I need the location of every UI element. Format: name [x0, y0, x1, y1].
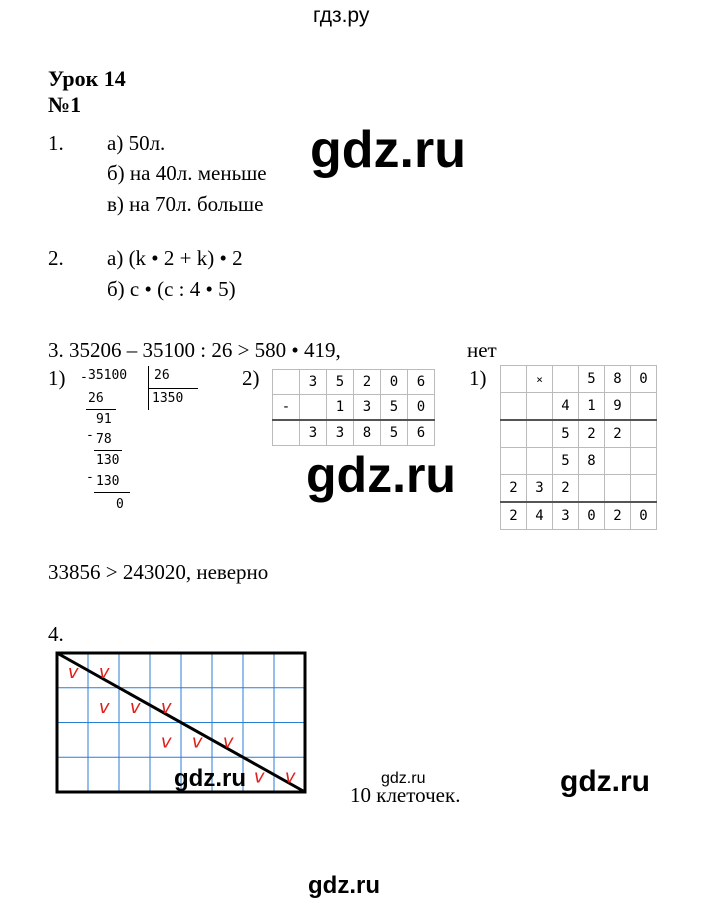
mult-row-4	[501, 448, 657, 475]
mult-row-1	[501, 366, 657, 393]
check-mark: v	[160, 731, 172, 753]
check-mark: v	[284, 766, 296, 788]
mult-cell: 4	[527, 502, 553, 530]
division-minus-3: -	[86, 470, 94, 485]
subtraction-row-2	[273, 395, 435, 421]
watermark-2: gdz.ru	[306, 447, 456, 503]
subtraction-grid	[272, 369, 435, 446]
sub-cell: 5	[327, 370, 354, 395]
watermark-footer: gdz.ru	[308, 872, 380, 899]
check-mark: v	[98, 662, 110, 684]
mult-cell: 5	[553, 448, 579, 475]
item4-number: 4.	[48, 622, 64, 646]
mult-cell: 3	[527, 475, 553, 503]
mult-cell: 8	[605, 366, 631, 393]
check-mark: v	[129, 696, 141, 718]
item3-answer: нет	[467, 338, 497, 362]
watermark-1: gdz.ru	[310, 121, 466, 179]
division-minus-1: -	[80, 370, 88, 385]
sub-cell	[300, 395, 327, 421]
mult-cell: 2	[605, 420, 631, 448]
division-minus-2: -	[86, 428, 94, 443]
mult-row-5	[501, 475, 657, 503]
item2-number: 2.	[48, 246, 64, 270]
step-label-1: 1)	[48, 366, 66, 390]
item1-a: а) 50л.	[107, 131, 166, 155]
step-label-2: 2)	[242, 366, 260, 390]
multiplication-grid	[500, 365, 657, 530]
sub-cell: 2	[354, 370, 381, 395]
sub-cell: -	[273, 395, 300, 421]
task-number: №1	[48, 92, 82, 117]
mult-cell	[605, 448, 631, 475]
sub-cell: 6	[408, 370, 435, 395]
mult-row-3	[501, 420, 657, 448]
mult-cell: 8	[579, 448, 605, 475]
check-mark: v	[222, 731, 234, 753]
watermark-4: gdz.ru	[560, 765, 650, 798]
check-mark: v	[160, 696, 172, 718]
mult-cell: 2	[501, 502, 527, 530]
mult-cell	[527, 448, 553, 475]
mult-cell: 2	[501, 475, 527, 503]
mult-cell	[501, 366, 527, 393]
mult-cell: 3	[553, 502, 579, 530]
sub-cell: 1	[327, 395, 354, 421]
check-mark: v	[67, 662, 79, 684]
check-mark: v	[191, 731, 203, 753]
mult-cell	[501, 393, 527, 421]
mult-cell: 1	[579, 393, 605, 421]
sub-cell: 5	[381, 395, 408, 421]
subtraction-row-1	[273, 370, 435, 395]
check-mark: v	[253, 766, 265, 788]
item1-number: 1.	[48, 131, 64, 155]
mult-cell	[631, 448, 657, 475]
sub-cell: 3	[300, 370, 327, 395]
mult-cell	[527, 393, 553, 421]
mult-cell: 0	[631, 502, 657, 530]
mult-cell	[631, 393, 657, 421]
step-label-3: 1)	[469, 366, 487, 390]
mult-cell	[579, 475, 605, 503]
watermark-3: gdz.ru	[174, 765, 246, 792]
division-step-2: 91	[96, 412, 112, 427]
division-step-5: 130	[96, 474, 120, 489]
sub-cell: 0	[381, 370, 408, 395]
sub-cell	[273, 420, 300, 446]
mult-cell	[631, 420, 657, 448]
mult-row-6	[501, 502, 657, 530]
subtraction-row-3	[273, 420, 435, 446]
item3-conclusion: 33856 > 243020, неверно	[48, 560, 269, 584]
sub-cell: 3	[300, 420, 327, 446]
sub-cell: 6	[408, 420, 435, 446]
mult-cell	[605, 475, 631, 503]
sub-cell: 8	[354, 420, 381, 446]
sub-cell: 0	[408, 395, 435, 421]
long-division	[80, 364, 210, 544]
item2-a: а) (k • 2 + k) • 2	[107, 246, 243, 270]
item1-b: б) на 40л. меньше	[107, 161, 267, 185]
division-step-3: 78	[96, 432, 112, 447]
mult-cell: 2	[605, 502, 631, 530]
mult-cell	[527, 420, 553, 448]
mult-row-2	[501, 393, 657, 421]
mult-cell: 9	[605, 393, 631, 421]
mult-cell: 5	[579, 366, 605, 393]
divisor-line	[148, 388, 198, 389]
mult-cell	[631, 475, 657, 503]
item2-b: б) с • (с : 4 • 5)	[107, 277, 236, 301]
item3-statement: 3. 35206 – 35100 : 26 > 580 • 419,	[48, 338, 341, 362]
mult-cell: 4	[553, 393, 579, 421]
mult-cell: 5	[553, 420, 579, 448]
sub-cell: 3	[327, 420, 354, 446]
mult-cell: 2	[579, 420, 605, 448]
division-dividend: 35100	[88, 368, 128, 383]
division-divisor: 26	[154, 368, 170, 383]
division-line-3	[94, 492, 130, 493]
division-remainder: 0	[116, 497, 124, 512]
division-line-2	[94, 450, 122, 451]
lesson-title: Урок 14	[48, 66, 126, 91]
mult-cell: 0	[579, 502, 605, 530]
division-step-1: 26	[88, 391, 104, 406]
site-header: гдз.ру	[313, 4, 370, 27]
check-mark: v	[98, 696, 110, 718]
watermark-small: gdz.ru	[381, 770, 426, 787]
sub-cell: 5	[381, 420, 408, 446]
mult-cell	[501, 420, 527, 448]
item4-answer: 10 клеточек.	[350, 783, 461, 807]
mult-cell: ×	[527, 366, 553, 393]
division-quotient: 1350	[152, 391, 184, 406]
division-line-1	[86, 409, 116, 410]
division-step-4: 130	[96, 453, 120, 468]
mult-cell	[501, 448, 527, 475]
mult-cell: 0	[631, 366, 657, 393]
sub-cell	[273, 370, 300, 395]
sub-cell: 3	[354, 395, 381, 421]
mult-cell: 2	[553, 475, 579, 503]
mult-cell	[553, 366, 579, 393]
item1-v: в) на 70л. больше	[107, 192, 264, 216]
